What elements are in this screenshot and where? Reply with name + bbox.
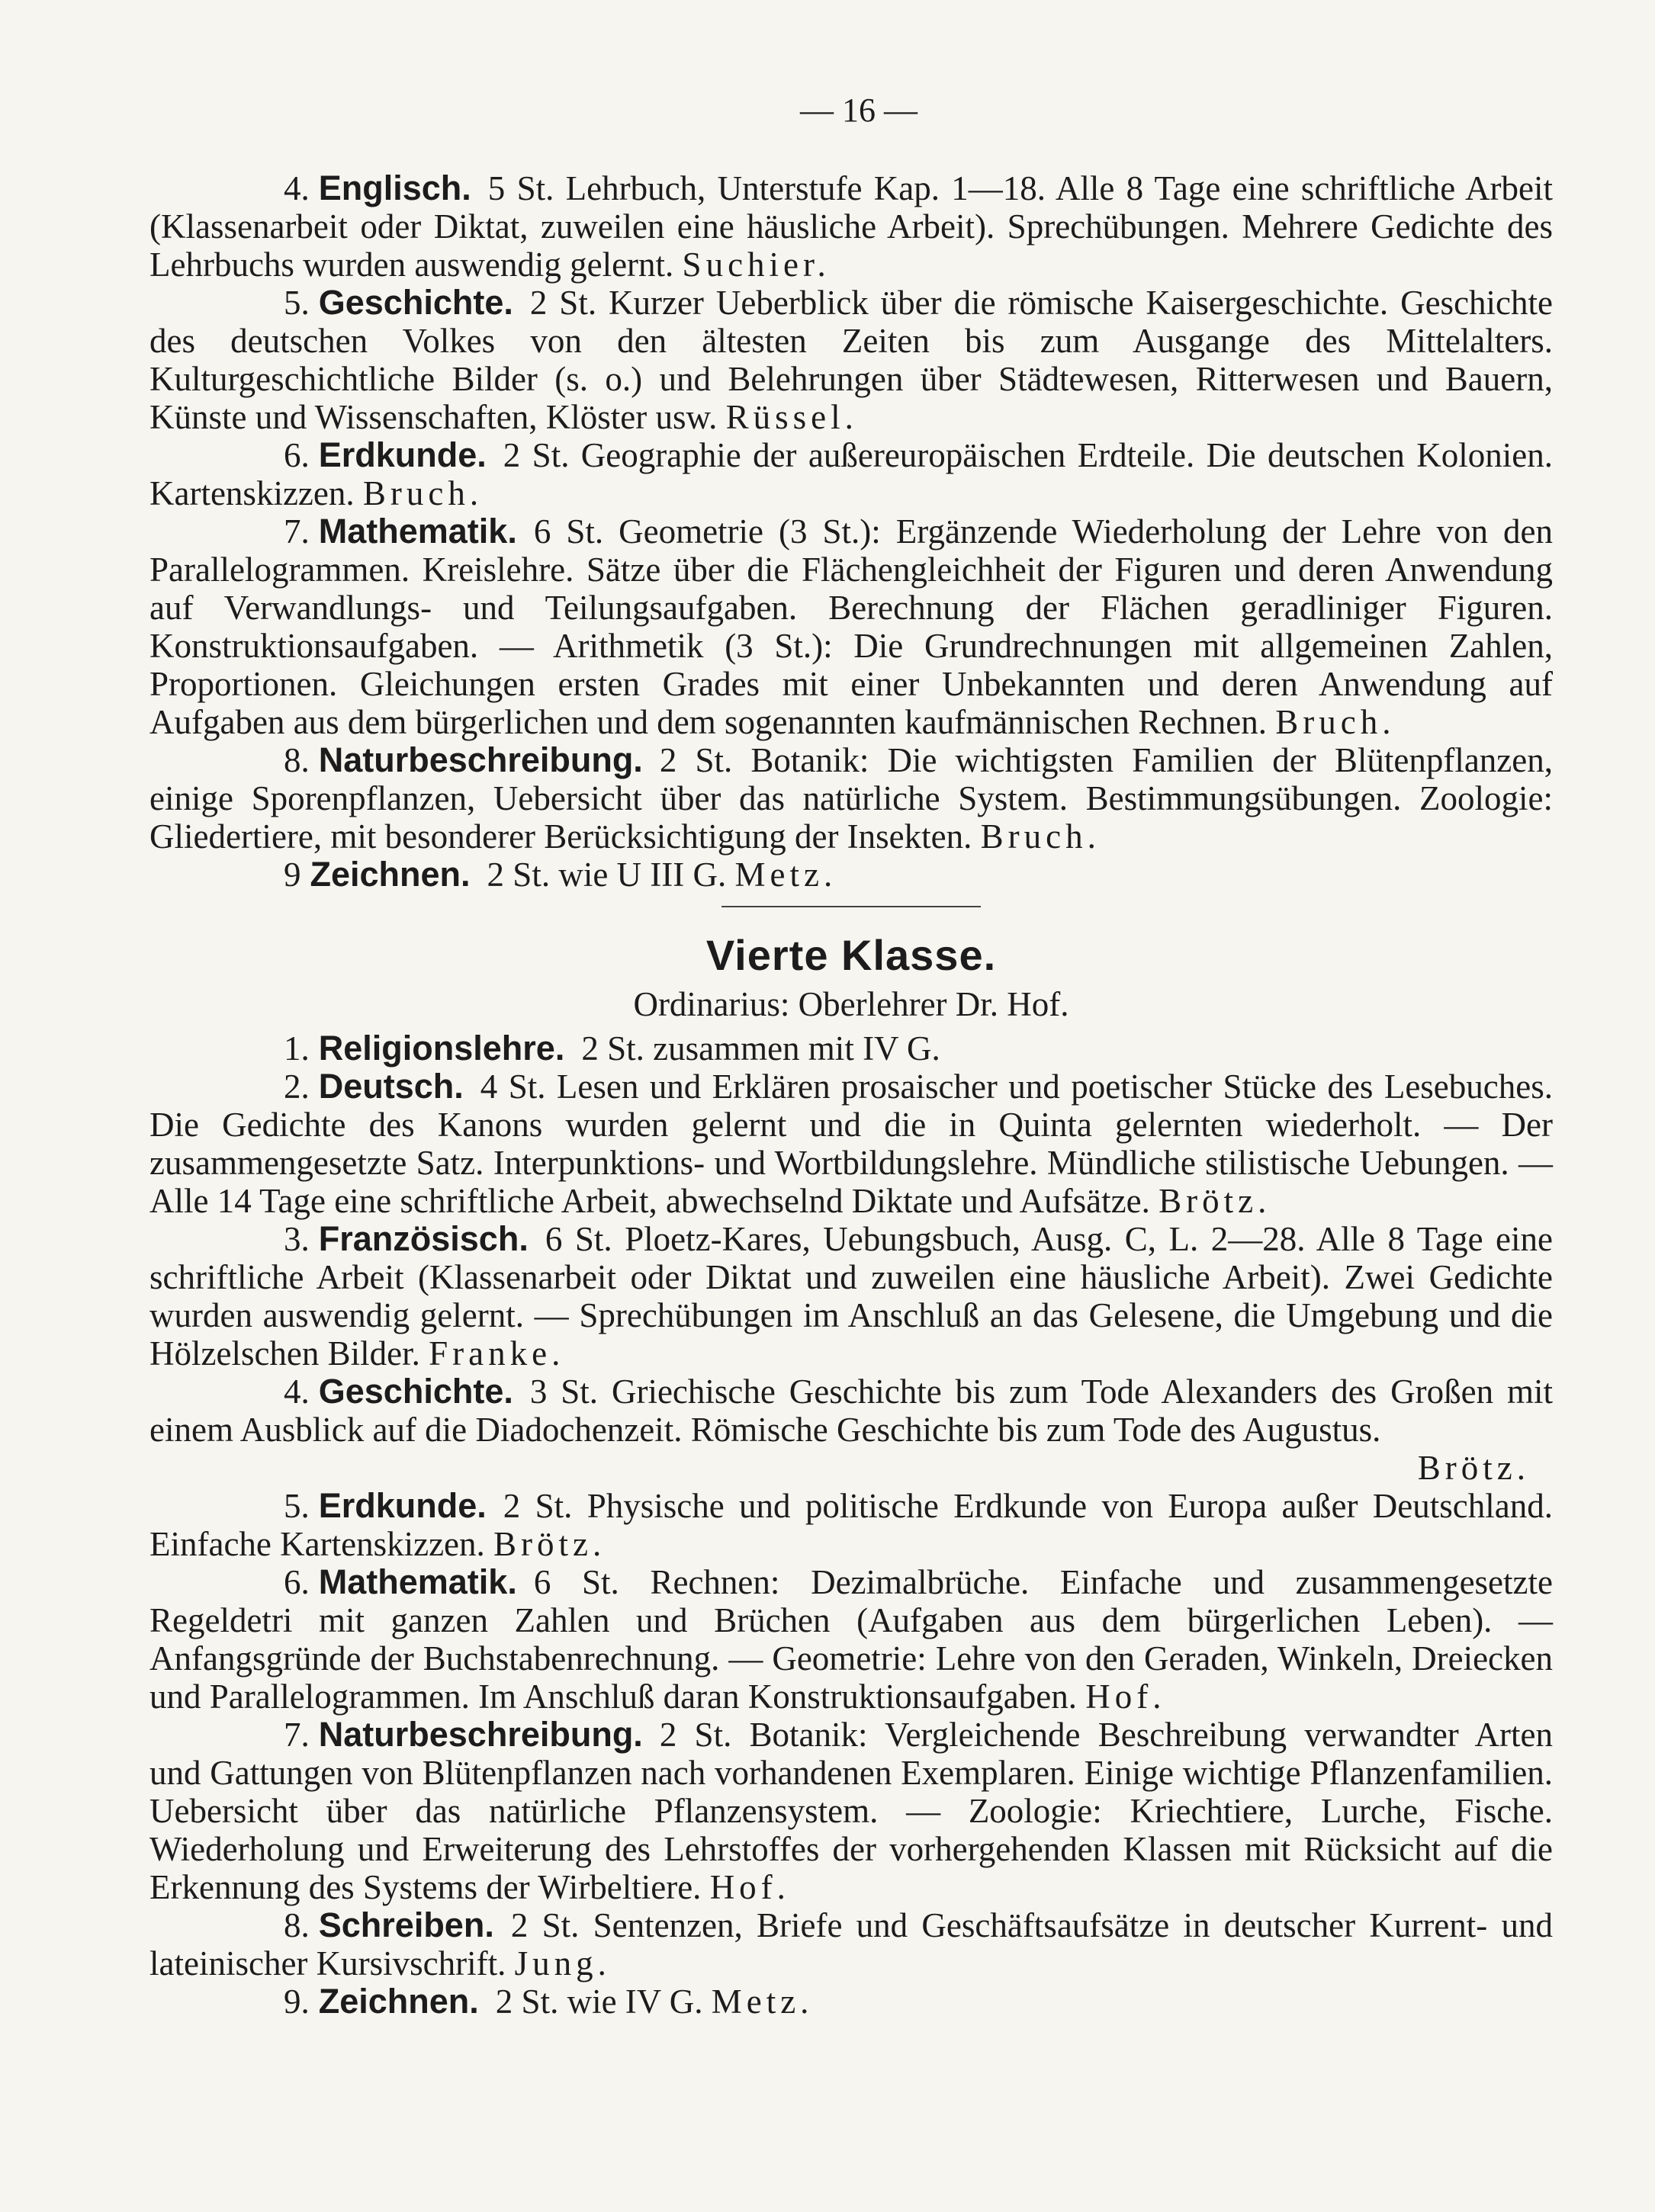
page-number: — 16 — (800, 91, 917, 129)
subject-heading: Erdkunde. (318, 1486, 487, 1525)
entry-body: 2 St. wie IV G. (495, 1982, 703, 2021)
subject-heading: Französisch. (318, 1219, 529, 1258)
teacher-name: Jung. (514, 1944, 611, 1982)
entry-mathematik (149, 512, 1553, 741)
teacher-name: Metz. (711, 1982, 814, 2021)
entry-body: 5 St. Lehrbuch, Unterstufe Kap. 1—18. Alle 8 Tage eine schriftliche Arbeit (Klassenarbeit oder Diktat, zuweilen eine häusliche Arbeit). Sprechübungen. Mehrere Gedichte des Lehrbuchs wurden auswendig gelernt. (149, 169, 1553, 284)
entry-body: 4 St. Lesen und Erklären prosaischer und poetischer Stücke des Lesebuches. Die Gedichte des Kanons wurden gelernt und die in Quinta gelernten wiederholt. — Der zusammengesetzte Satz. Interpunktions- und Wortbildungslehre. Mündliche stilistische Uebungen. — Alle 14 Tage eine schriftliche Arbeit, abwechselnd Diktate und Aufsätze. (149, 1067, 1553, 1220)
entry-number: 8. (284, 741, 310, 779)
subject-heading: Englisch. (318, 169, 471, 207)
entry-body: 2 St. wie U III G. (487, 856, 727, 894)
entry-zeichnen (149, 856, 1553, 894)
entry-body: 2 St. Geographie der außereuropäischen Erdteile. Die deutschen Kolonien. Kartenskizzen. (149, 436, 1553, 512)
teacher-name: Franke. (429, 1334, 565, 1372)
ordinarius-line: Ordinarius: Oberlehrer Dr. Hof. (633, 985, 1069, 1023)
entry-body: 2 St. Physische und politische Erdkunde von Europa außer Deutschland. Einfache Kartenskizzen. (149, 1487, 1553, 1563)
entry-number: 1. (284, 1029, 310, 1067)
entry-number: 7. (284, 512, 310, 551)
class-heading: Vierte Klasse. (705, 931, 997, 979)
entry-body: 2 St. Botanik: Die wichtigsten Familien der Blütenpflanzen, einige Sporenpflanzen, Uebersicht über das natürliche System. Bestimmungsübungen. Zoologie: Gliedertiere, mit besonderer Berücksichtigung der Insekten. (149, 741, 1553, 856)
entry-franzoesisch (149, 1220, 1553, 1372)
entry-number: 6. (284, 436, 310, 474)
teacher-name: Hof. (1085, 1677, 1166, 1716)
entry-number: 3. (284, 1220, 310, 1258)
entry-number: 5. (284, 284, 310, 322)
subject-heading: Schreiben. (318, 1905, 494, 1944)
teacher-name: Bruch. (1275, 703, 1396, 741)
entry-body: 2 St. Kurzer Ueberblick über die römische Kaisergeschichte. Geschichte des deutschen Volkes von den ältesten Zeiten bis zum Ausgange des Mittelalters. Kulturgeschichtliche Bilder (s. o.) und Belehrungen über Städtewesen, Ritterwesen und Bauern, Künste und Wissenschaften, Klöster usw. (149, 284, 1553, 436)
entry-number: 5. (284, 1487, 310, 1525)
entry-naturbeschreibung (149, 741, 1553, 856)
teacher-name: Suchier. (682, 246, 831, 284)
entry-number: 4. (284, 169, 310, 207)
teacher-name: Bruch. (980, 817, 1101, 856)
teacher-name: Hof. (709, 1868, 790, 1906)
subject-heading: Naturbeschreibung. (318, 740, 643, 779)
subject-heading: Mathematik. (318, 512, 517, 551)
entry-number: 2. (284, 1067, 310, 1106)
teacher-name: Bruch. (362, 474, 484, 512)
entry-body: 6 St. Ploetz-Kares, Uebungsbuch, Ausg. C, L. 2—28. Alle 8 Tage eine schriftliche Arbeit (Klassenarbeit oder Diktat und zuweilen eine häusliche Arbeit). Zwei Gedichte wurden auswendig gelernt. — Sprechübungen im Anschluß an das Gelesene, die Umgebung und die Hölzelschen Bilder. (149, 1220, 1553, 1372)
teacher-name: Brötz. (1158, 1182, 1271, 1220)
entry-mathematik-iv (149, 1563, 1553, 1716)
teacher-name: Brötz. (493, 1525, 606, 1563)
document-page (149, 91, 1553, 2021)
entry-body: 2 St. Botanik: Vergleichende Beschreibung verwandter Arten und Gattungen von Blütenpflanzen nach vorhandenen Exemplaren. Einige wichtige Pflanzenfamilien. Uebersicht über das natürliche Pflanzensystem. — Zoologie: Kriechtiere, Lurche, Fische. Wiederholung und Erweiterung des Lehrstoffes der vorhergehenden Klassen mit Rücksicht auf die Erkennung des Systems der Wirbeltiere. (149, 1716, 1553, 1906)
subject-heading: Zeichnen. (310, 855, 471, 894)
entry-body: 6 St. Geometrie (3 St.): Ergänzende Wiederholung der Lehre von den Parallelogrammen. Kreislehre. Sätze über die Flächengleichheit der Figuren und deren Anwendung auf Verwandlungs- und Teilungsaufgaben. Berechnung der Flächen geradliniger Figuren. Konstruktionsaufgaben. — Arithmetik (3 St.): Die Grundrechnungen mit allgemeinen Zahlen, Proportionen. Gleichungen ersten Grades mit einer Unbekannten und deren Anwendung auf Aufgaben aus dem bürgerlichen und dem sogenannten kaufmännischen Rechnen. (149, 512, 1553, 741)
subject-heading: Mathematik. (318, 1562, 517, 1601)
entry-deutsch (149, 1067, 1553, 1220)
entry-number: 7. (284, 1716, 310, 1754)
entry-erdkunde-iv (149, 1487, 1553, 1563)
entry-number: 6. (284, 1563, 310, 1601)
subject-heading: Zeichnen. (318, 1982, 479, 2021)
entry-geschichte-iv (149, 1372, 1553, 1487)
subject-heading: Erdkunde. (318, 435, 487, 474)
entry-body: 3 St. Griechische Geschichte bis zum Tode Alexanders des Großen mit einem Ausblick auf die Diadochenzeit. Römische Geschichte bis zum Tode des Augustus. (149, 1372, 1553, 1449)
entry-religionslehre (149, 1029, 1553, 1067)
subject-heading: Religionslehre. (318, 1029, 565, 1067)
entry-englisch (149, 169, 1553, 284)
entry-zeichnen-iv (149, 1982, 1553, 2021)
entry-number: 8. (284, 1906, 310, 1944)
entry-erdkunde (149, 436, 1553, 512)
entry-body: 2 St. zusammen mit IV G. (581, 1029, 940, 1067)
entry-naturbeschreibung-iv (149, 1716, 1553, 1906)
subject-heading: Geschichte. (318, 1372, 513, 1411)
section-divider (721, 906, 981, 907)
teacher-name: Rüssel. (725, 398, 858, 436)
entry-body: 6 St. Rechnen: Dezimalbrüche. Einfache und zusammengesetzte Regeldetri mit ganzen Zahlen und Brüchen (Aufgaben aus dem bürgerlichen Leben). — Anfangsgründe der Buchstabenrechnung. — Geometrie: Lehre von den Geraden, Winkeln, Dreiecken und Parallelogrammen. Im Anschluß daran Konstruktionsaufgaben. (149, 1563, 1553, 1716)
entry-number: 9. (284, 1982, 310, 2021)
teacher-name: Metz. (734, 856, 837, 894)
subject-heading: Deutsch. (318, 1067, 464, 1106)
entry-schreiben (149, 1906, 1553, 1982)
entry-geschichte (149, 284, 1553, 436)
entry-number: 9 (284, 856, 301, 894)
teacher-name: Brötz. (1417, 1449, 1530, 1487)
subject-heading: Geschichte. (318, 283, 513, 322)
entry-body: 2 St. Sentenzen, Briefe und Geschäftsaufsätze in deutscher Kurrent- und lateinischer Kursivschrift. (149, 1906, 1553, 1982)
entry-number: 4. (284, 1372, 310, 1411)
subject-heading: Naturbeschreibung. (318, 1715, 643, 1754)
